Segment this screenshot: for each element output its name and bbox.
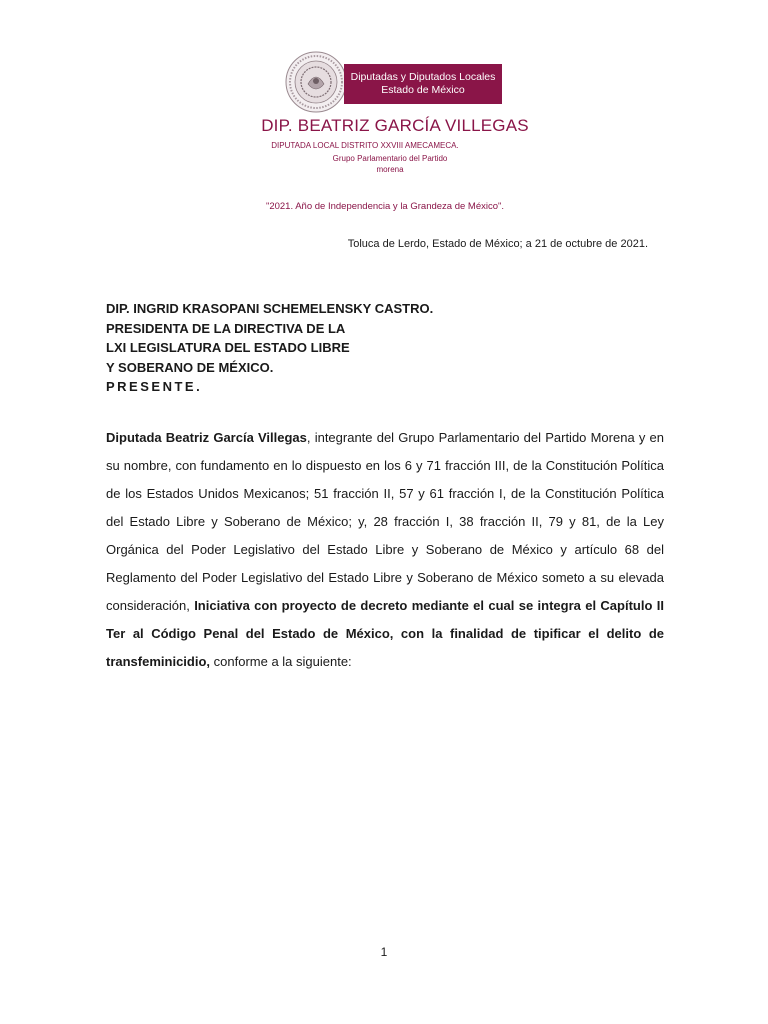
group-line-2: morena (376, 165, 404, 174)
addressee-state: Y SOBERANO DE MÉXICO. (106, 359, 274, 375)
addressee-legislature: LXI LEGISLATURA DEL ESTADO LIBRE (106, 340, 350, 355)
deputy-name: DIP. BEATRIZ GARCÍA VILLEGAS (261, 116, 529, 135)
logo-title: Diputadas y Diputados Locales (350, 71, 496, 83)
coat-of-arms-seal-icon (284, 50, 348, 114)
page-number: 1 (380, 945, 388, 959)
addressee-presente: PRESENTE. (106, 379, 203, 394)
parliamentary-group (240, 153, 540, 175)
sender-name: Diputada Beatriz García Villegas (106, 430, 307, 445)
place-date: Toluca de Lerdo, Estado de México; a 21 de octubre de 2021. (347, 238, 648, 250)
initiative-title: Iniciativa con proyecto de decreto mediante el cual se integra el Capítulo II Ter al Código Penal del Estado de México, con la finalidad de tipificar el delito de transfeminicidio, (106, 598, 664, 669)
logo-subtitle: Estado de México (381, 84, 465, 96)
body-text-part-1: , integrante del Grupo Parlamentario del Partido Morena y en su nombre, con fundamento en lo dispuesto en los 6 y 71 fracción III, de la Constitución Política de los Estados Unidos Mexicanos; 51 fracción II, 57 y 61 fracción I, de la Constitución Política del Estado Libre y Soberano de México; y, 28 fracción I, 38 fracción II, 79 y 81, de la Ley Orgánica del Poder Legislativo del Estado Libre y Soberano de México y artículo 68 del Reglamento del Poder Legislativo del Estado Libre y Soberano de México someto a su elevada consideración, (106, 430, 665, 613)
addressee-block (106, 299, 433, 397)
deputy-district: DIPUTADA LOCAL DISTRITO XXVIII AMECAMECA. (271, 141, 459, 150)
addressee-title: PRESIDENTA DE LA DIRECTIVA DE LA (106, 320, 346, 336)
year-motto: "2021. Año de Independencia y la Grandeza de México". (265, 201, 505, 212)
addressee-name: DIP. INGRID KRASOPANI SCHEMELENSKY CASTRO. (106, 301, 434, 316)
body-paragraph (106, 424, 664, 676)
body-text-part-2: conforme a la siguiente: (210, 654, 352, 669)
legislature-logo (284, 50, 502, 114)
logo-band (344, 64, 502, 104)
group-line-1: Grupo Parlamentario del Partido (332, 154, 448, 163)
